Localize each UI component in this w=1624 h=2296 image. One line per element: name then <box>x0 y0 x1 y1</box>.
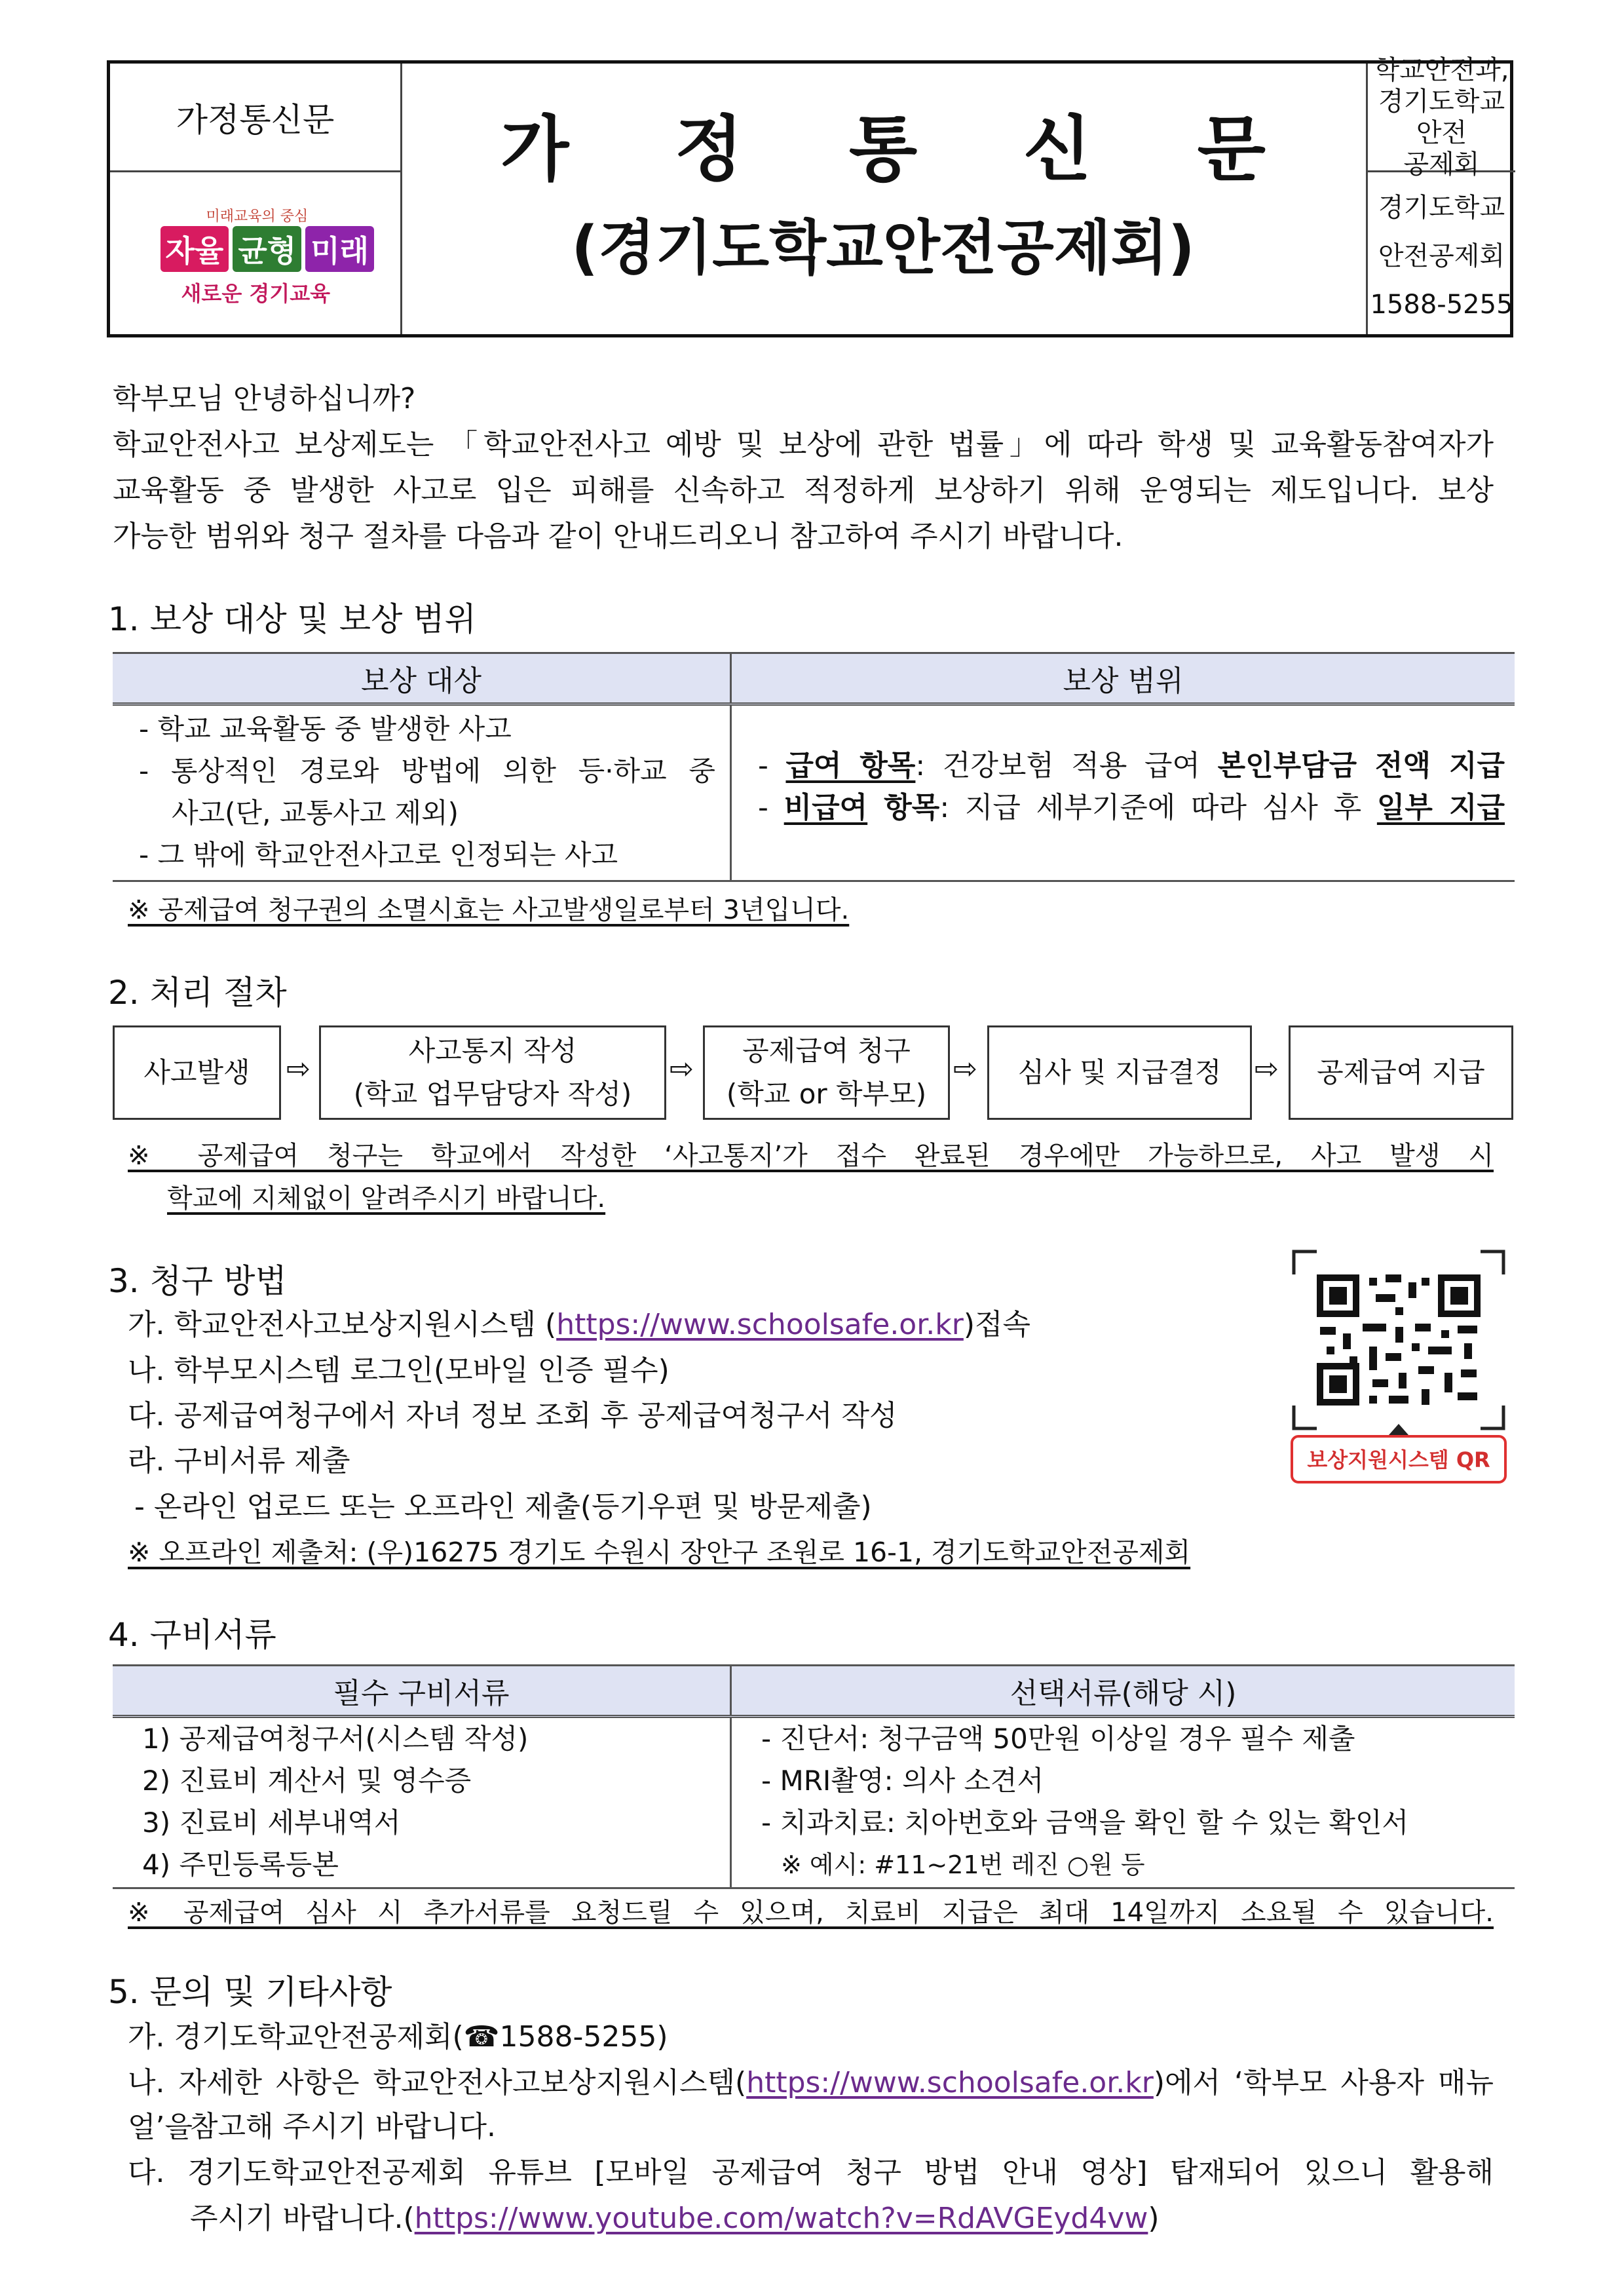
target-item: - 통상적인 경로와 방법에 의한 등·하교 중 <box>139 755 715 787</box>
range-item-2: - 비급여 항목: 지급 세부기준에 따라 심사 후 일부 지급 <box>758 791 1505 824</box>
coverage-table <box>113 652 1515 882</box>
flow-step-2 <box>319 1025 666 1120</box>
documents-table <box>113 1664 1515 1889</box>
etc-c-2: 주시기 바랍니다.(https://www.youtube.com/watch?v=RdAVGEyd4vw) <box>190 2202 1160 2235</box>
header-right <box>1366 54 1515 334</box>
greeting: 학부모님 안녕하십니까? <box>113 382 416 415</box>
target-item: - 학교 교육활동 중 발생한 사고 <box>139 713 512 745</box>
header-title <box>400 64 1366 334</box>
dept-line: 공제회 <box>1403 149 1480 180</box>
qr-code-icon <box>1291 1248 1507 1491</box>
logo-word-2: 균형 <box>233 226 301 272</box>
title-line-1: 가 정 통 신 문 <box>500 108 1307 191</box>
flow-step-label: 사고발생 <box>143 1056 250 1088</box>
etc-b-2: 참고해 주시기 바랍니다. <box>190 2110 496 2143</box>
contact-line: 안전공제회 <box>1378 240 1505 271</box>
section-4-note: ※ 공제급여 심사 시 추가서류를 요청드릴 수 있으며, 치료비 지급은 최대 14일까지 소요될 수 있습니다. <box>128 1898 1494 1928</box>
flow-arrow-icon: ⇨ <box>670 1052 694 1086</box>
etc-c: 다. 경기도학교안전공제회 유튜브 [모바일 공제급여 청구 방법 안내 영상] 탑재되어 있으니 활용해 <box>128 2156 1494 2189</box>
docs-col-required: 필수 구비서류 <box>113 1666 731 1717</box>
required-doc: 1) 공제급여청구서(시스템 작성) <box>142 1723 529 1755</box>
method-d: 라. 구비서류 제출 <box>128 1444 350 1478</box>
flow-step-1 <box>113 1025 281 1120</box>
qr-code-panel[interactable] <box>1291 1248 1507 1491</box>
section-2-note-1: ※ 공제급여 청구는 학교에서 작성한 ‘사고통지’가 접수 완료된 경우에만 가능하므로, 사고 발생 시 <box>128 1141 1494 1171</box>
target-item: 사고(단, 교통사고 제외) <box>172 797 459 829</box>
qr-label: 보상지원시스템 QR <box>1307 1447 1490 1472</box>
header-box <box>107 54 1513 337</box>
flow-step-label: 사고통지 작성 <box>408 1035 577 1067</box>
flow-step-5 <box>1289 1025 1513 1120</box>
coverage-targets <box>113 704 731 881</box>
section-3-note: ※ 오프라인 제출처: (우)16275 경기도 수원시 장안구 조원로 16-1, 경기도학교안전공제회 <box>128 1537 1191 1568</box>
contact-cell <box>1368 172 1515 339</box>
logo-word-3: 미래 <box>305 226 374 272</box>
dept-line: 경기도학교안전 <box>1378 86 1505 148</box>
optional-docs <box>731 1717 1515 1888</box>
method-c: 다. 공제급여청구에서 자녀 정보 조회 후 공제급여청구서 작성 <box>128 1399 897 1432</box>
optional-doc: - 치과치료: 치아번호와 금액을 확인 할 수 있는 확인서 <box>761 1807 1409 1839</box>
youtube-link[interactable]: https://www.youtube.com/watch?v=RdAVGEyd4vw <box>414 2202 1148 2235</box>
optional-doc: - 진단서: 청구금액 50만원 이상일 경우 필수 제출 <box>761 1723 1355 1755</box>
section-3-title: 3. 청구 방법 <box>108 1262 287 1300</box>
header-left <box>110 64 402 334</box>
logo-word-1: 자율 <box>161 226 229 272</box>
intro-line-1: 학교안전사고 보상제도는 「학교안전사고 예방 및 보상에 관한 법률」에 따라 학생 및 교육활동참여자가 <box>113 428 1494 461</box>
flow-step-label: 심사 및 지급결정 <box>1017 1056 1222 1088</box>
docs-col-optional: 선택서류(해당 시) <box>731 1666 1515 1717</box>
schoolsafe-link[interactable]: https://www.schoolsafe.or.kr <box>556 1308 964 1341</box>
section-4-title: 4. 구비서류 <box>108 1616 276 1654</box>
intro-line-3: 가능한 범위와 청구 절차를 다음과 같이 안내드리오니 참고하여 주시기 바랍니다. <box>113 520 1124 553</box>
coverage-range <box>731 704 1515 881</box>
range-item-1: - 급여 항목: 건강보험 적용 급여 본인부담금 전액 지급 <box>758 749 1505 782</box>
logo <box>110 172 400 339</box>
logo-tagline: 미래교육의 중심 <box>206 208 309 225</box>
coverage-col-target: 보상 대상 <box>113 653 731 704</box>
range-bold: 급여 항목 <box>785 749 916 782</box>
etc-a: 가. 경기도학교안전공제회(☎1588-5255) <box>128 2020 668 2054</box>
method-b: 나. 학부모시스템 로그인(모바일 인증 필수) <box>128 1354 670 1387</box>
flow-step-sub: (학교 업무담당자 작성) <box>353 1078 632 1110</box>
flow-step-label: 공제급여 청구 <box>742 1035 911 1067</box>
section-5-title: 5. 문의 및 기타사항 <box>108 1973 392 2011</box>
target-item: - 그 밖에 학교안전사고로 인정되는 사고 <box>139 839 618 871</box>
contact-line: 경기도학교 <box>1378 192 1505 223</box>
section-1-title: 1. 보상 대상 및 보상 범위 <box>108 600 476 638</box>
required-docs <box>113 1717 731 1888</box>
flow-arrow-icon: ⇨ <box>1255 1052 1279 1086</box>
optional-doc-example: ※ 예시: #11~21번 레진 ○원 등 <box>781 1850 1145 1879</box>
method-a: 가. 학교안전사고보상지원시스템 (https://www.schoolsafe.or.kr)접속 <box>128 1308 1031 1341</box>
section-2-title: 2. 처리 절차 <box>108 974 287 1012</box>
required-doc: 2) 진료비 계산서 및 영수증 <box>142 1765 472 1797</box>
flow-step-label: 공제급여 지급 <box>1317 1056 1485 1088</box>
flow-step-4 <box>987 1025 1252 1120</box>
dept-cell <box>1368 54 1515 180</box>
flow-arrow-icon: ⇨ <box>953 1052 977 1086</box>
required-doc: 3) 진료비 세부내역서 <box>142 1807 401 1839</box>
flow-step-3 <box>703 1025 950 1120</box>
flow-step-sub: (학교 or 학부모) <box>726 1078 927 1110</box>
dept-line: 학교안전과, <box>1374 54 1509 85</box>
required-doc: 4) 주민등록등본 <box>142 1848 339 1881</box>
optional-doc: - MRI촬영: 의사 소견서 <box>761 1765 1044 1797</box>
section-1-note: ※ 공제급여 청구권의 소멸시효는 사고발생일로부터 3년입니다. <box>128 895 850 925</box>
etc-b: 나. 자세한 사항은 학교안전사고보상지원시스템(https://www.schoolsafe.or.kr)에서 ‘학부모 사용자 매뉴얼’을 <box>128 2066 1494 2144</box>
schoolsafe-link[interactable]: https://www.schoolsafe.or.kr <box>746 2066 1154 2099</box>
logo-bottom: 새로운 경기교육 <box>181 281 331 306</box>
intro-line-2: 교육활동 중 발생한 사고로 입은 피해를 신속하고 적정하게 보상하기 위해 운영되는 제도입니다. 보상 <box>113 474 1494 507</box>
method-d-sub: - 온라인 업로드 또는 오프라인 제출(등기우편 및 방문제출) <box>134 1490 872 1523</box>
contact-phone: 1588-5255 <box>1370 289 1513 320</box>
range-bold: 일부 지급 <box>1376 791 1505 824</box>
title-line-2: (경기도학교안전공제회) <box>571 213 1195 282</box>
flow-arrow-icon: ⇨ <box>286 1052 311 1086</box>
coverage-col-range: 보상 범위 <box>731 653 1515 704</box>
range-bold: 비급여 <box>784 791 868 824</box>
range-bold: 본인부담금 전액 지급 <box>1217 749 1505 782</box>
header-left-label: 가정통신문 <box>110 64 400 172</box>
section-2-note-2: 학교에 지체없이 알려주시기 바랍니다. <box>167 1183 606 1214</box>
